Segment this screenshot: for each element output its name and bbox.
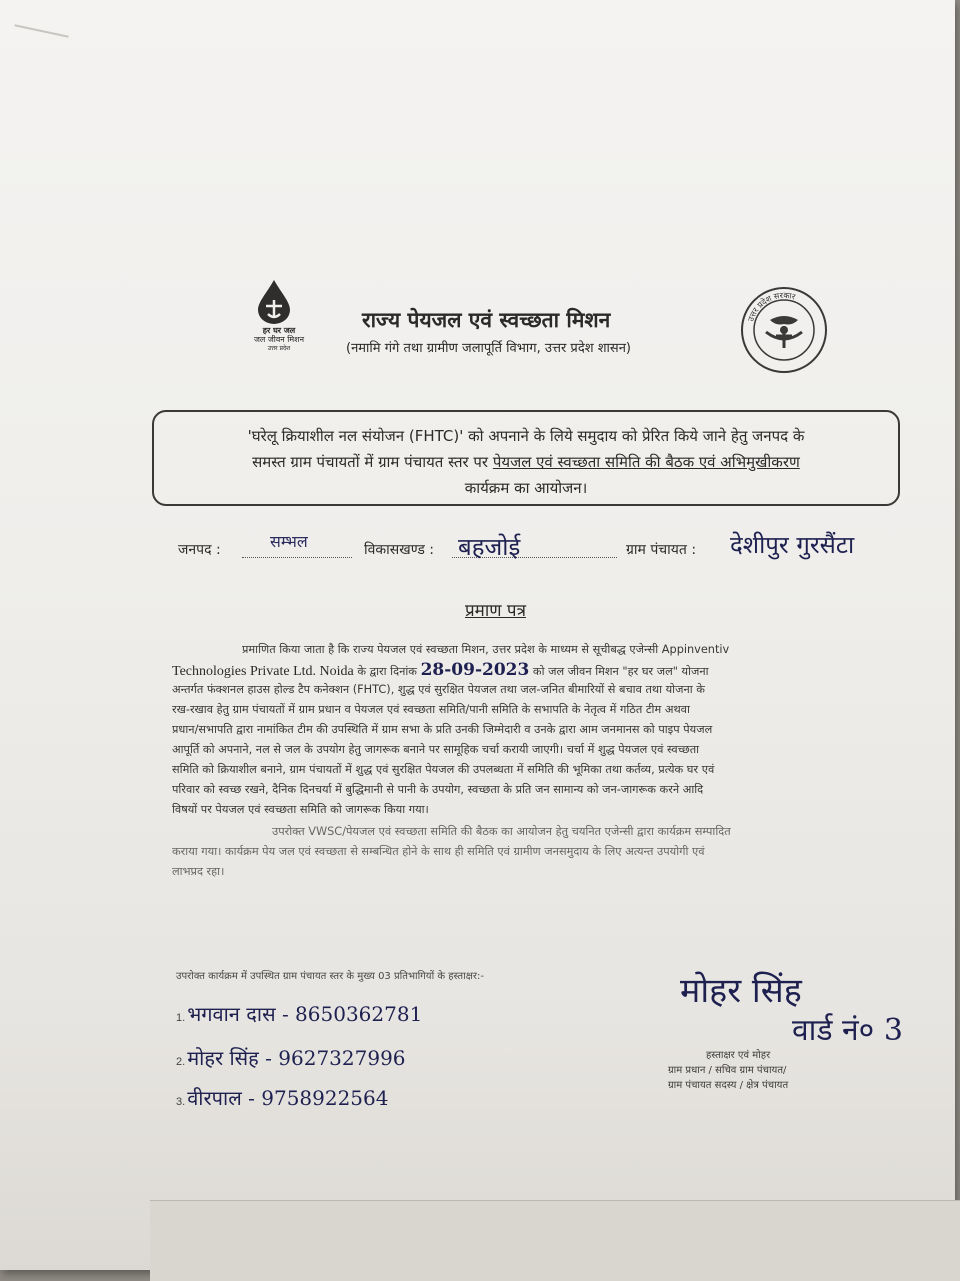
- signatory-3: [176, 1084, 389, 1111]
- signature-line-2: ग्राम प्रधान / सचिव ग्राम पंचायत/: [668, 1065, 787, 1076]
- ward-number: वार्ड नं० 3: [792, 1013, 903, 1048]
- logo-line-1: हर घर जल: [262, 326, 296, 335]
- para2-line-2: कराया गया। कार्यक्रम पेय जल एवं स्वच्छता से सम्बन्धित होने के साथ ही समिति एवं ग्रामीण जनसमुदाय के लिए अत्यन्त उपयोगी एवं: [172, 845, 705, 858]
- janpad-value: सम्भल: [270, 532, 308, 551]
- certificate-paragraph-2: [172, 822, 912, 882]
- signatory-1-number: 1.: [176, 1012, 186, 1024]
- subject-line-2: [154, 452, 898, 472]
- fold-mark: [14, 24, 68, 37]
- logo-line-3: उत्तर प्रदेश: [267, 345, 291, 352]
- program-date: 28-09-2023: [420, 660, 530, 680]
- mission-subtitle: (नमामि गंगे तथा ग्रामीण जलापूर्ति विभाग, उत्तर प्रदेश शासन): [346, 341, 631, 356]
- logo-line-2: जल जीवन मिशन: [253, 335, 305, 344]
- har-ghar-jal-logo: [238, 278, 320, 368]
- janpad-dots: [242, 556, 352, 558]
- mission-title: राज्य पेयजल एवं स्वच्छता मिशन: [362, 308, 611, 332]
- janpad-label: जनपद :: [178, 542, 221, 558]
- para1-line-6: आपूर्ति को अपनाने, नल से जल के उपयोग हेतु जागरूक बनाने पर सामूहिक चर्चा करायी जाएगी। चर्चा में शुद्ध पेयजल एवं स्वच्छता: [172, 743, 700, 756]
- signatory-2: [176, 1044, 406, 1071]
- signatory-1: [176, 1000, 422, 1027]
- certificate-title: प्रमाण पत्र: [465, 601, 526, 621]
- vikaskhand-label: विकासखण्ड :: [364, 542, 435, 558]
- para1-line-2-text: के द्वारा दिनांक: [353, 665, 421, 678]
- subject-line-2-underlined: पेयजल एवं स्वच्छता समिति की बैठक एवं अभिमुखीकरण: [492, 453, 800, 471]
- signature-block: [668, 1048, 868, 1093]
- subject-line-3: कार्यक्रम का आयोजन।: [464, 479, 588, 497]
- pradhan-signature: मोहर सिंह: [680, 971, 802, 1011]
- signatory-3-text: वीरपाल - 9758922564: [187, 1086, 389, 1110]
- para1-line-5: प्रधान/सभापति द्वारा नामांकित टीम की उपस्थिति में ग्राम सभा के प्रति उनकी जिम्मेदारी व उनके द्वारा आम जनमानस को पाइप पेयजल: [172, 723, 713, 736]
- para1-line-4: रख-रखाव हेतु ग्राम पंचायतों में ग्राम प्रधान व पेयजल एवं स्वच्छता समिति/पानी समिति के सभापति के नेतृत्व में गठित टीम अथवा: [172, 703, 690, 716]
- signatory-3-number: 3.: [176, 1096, 186, 1108]
- agency-name: Technologies Private Ltd. Noida: [172, 664, 354, 679]
- para1-line-1: प्रमाणित किया जाता है कि राज्य पेयजल एवं स्वच्छता मिशन, उत्तर प्रदेश के माध्यम से सूचीबद्ध एजेन्सी Appinventiv: [242, 643, 730, 656]
- para1-line-2-tail: को जल जीवन मिशन "हर घर जल" योजना: [529, 665, 709, 678]
- signatory-2-text: मोहर सिंह - 9627327996: [187, 1046, 406, 1070]
- up-government-emblem-icon: [740, 286, 828, 374]
- para1-line-7: समिति को क्रियाशील बनाने, ग्राम पंचायतों में शुद्ध एवं सुरक्षित पेयजल की उपलब्धता में समिति की भूमिका तथा कर्तव्य, प्रत्येक घर एवं: [172, 763, 715, 776]
- underlying-paper: [150, 1200, 960, 1281]
- para1-line-9: विषयों पर पेयजल एवं स्वच्छता समिति को जागरूक किया गया।: [172, 803, 429, 816]
- emblem-text: उत्तर प्रदेश सरकार: [746, 290, 797, 323]
- subject-box: [152, 410, 900, 506]
- signatories-note: उपरोक्त कार्यक्रम में उपस्थित ग्राम पंचायत स्तर के मुख्य 03 प्रतिभागियों के हस्ताक्षर:-: [176, 971, 484, 982]
- signatory-2-number: 2.: [176, 1056, 186, 1068]
- para1-line-2: [172, 660, 912, 680]
- vikaskhand-value: बहजोई: [458, 533, 521, 561]
- gram-panchayat-value: देशीपुर गुरसैंटा: [730, 531, 855, 559]
- water-drop-icon: [254, 278, 294, 326]
- signatory-1-text: भगवान दास - 8650362781: [187, 1002, 423, 1026]
- para2-line-3: लाभप्रद रहा।: [172, 865, 225, 878]
- certificate-paragraph-1: [172, 640, 912, 820]
- subject-line-2-text: समस्त ग्राम पंचायतों में ग्राम पंचायत स्तर पर: [252, 453, 493, 471]
- para1-line-3: अन्तर्गत फंक्शनल हाउस होल्ड टैप कनेक्शन (FHTC), शुद्ध एवं सुरक्षित पेयजल तथा जल-जनित बीमारियों से बचाव तथा योजना के: [172, 683, 705, 696]
- signature-line-1: हस्ताक्षर एवं मोहर: [706, 1050, 771, 1061]
- subject-line-1: 'घरेलू क्रियाशील नल संयोजन (FHTC)' को अपनाने के लिये समुदाय को प्रेरित किये जाने हेतु जनपद के: [247, 427, 805, 445]
- para2-line-1: उपरोक्त VWSC/पेयजल एवं स्वच्छता समिति की बैठक का आयोजन हेतु चयनित एजेन्सी द्वारा कार्यक्रम सम्पादित: [272, 825, 731, 838]
- para1-line-8: परिवार को स्वच्छ रखने, दैनिक दिनचर्या में बुद्धिमानी से पानी के उपयोग, स्वच्छता के प्रति जन सामान्य को जन-जागरूक करने आदि: [172, 783, 704, 796]
- signature-line-3: ग्राम पंचायत सदस्य / क्षेत्र पंचायत: [668, 1080, 789, 1091]
- gram-panchayat-label: ग्राम पंचायत :: [626, 542, 697, 558]
